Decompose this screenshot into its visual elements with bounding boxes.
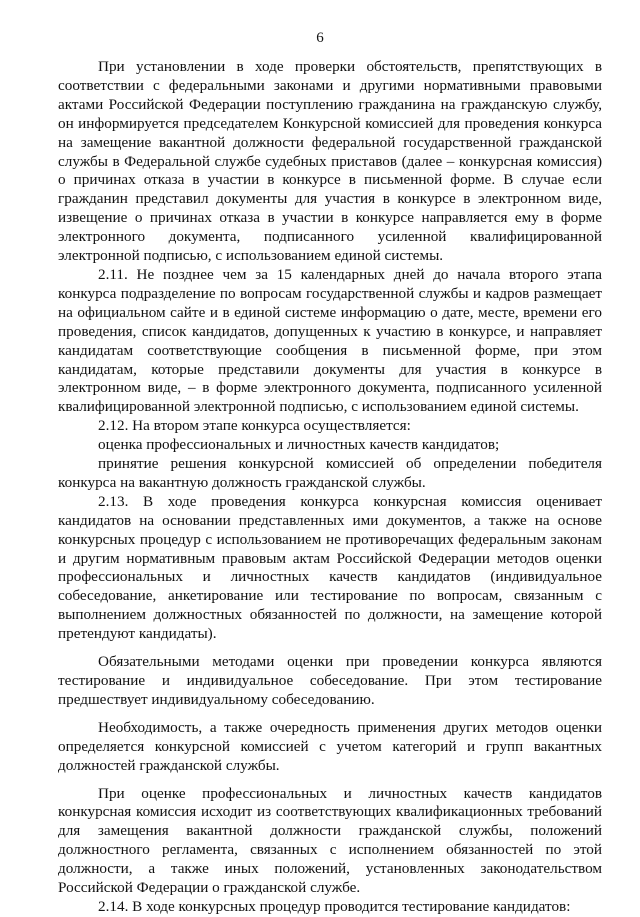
paragraph-qualification-requirements: При оценке профессиональных и личностных качеств кандидатов конкурсная комиссия исходит из соответствующих квалификационных требований для замещения вакантной должности гражданской службы, положений должностного регламента, связанных с исполнением обязанностей по этой должности, а также иных положений, установленных законодательством Российской Федерации о гражданской службе. [58,784,602,897]
page-number: 6 [316,30,324,46]
document-body [58,58,602,917]
paragraph-2-13: 2.13. В ходе проведения конкурса конкурсная комиссия оценивает кандидатов на основании представленных ими документов, а также на основе конкурсных процедур с использованием не противоречащих федеральным законам и другим нормативным правовым актам Российской Федерации методов оценки профессиональных и личностных качеств кандидатов (индивидуальное собеседование, анкетирование или тестирование по вопросам, связанным с выполнением должностных обязанностей по должности, на замещение которой претендуют кандидаты). [58,492,602,643]
paragraph-refusal-notice: При установлении в ходе проверки обстоятельств, препятствующих в соответствии с федеральными законами и другими нормативными правовыми актами Российской Федерации поступлению гражданина на гражданскую службу, он информируется председателем Конкурсной комиссией для проведения конкурса на замещение вакантной должности федеральной государственной гражданской службы в Федеральной службе судебных приставов (далее – конкурсная комиссия) о причинах отказа в участии в конкурсе в письменной форме. В случае если гражданин представил документы для участия в конкурсе в электронном виде, извещение о причинах отказа в участии в конкурсе направляется ему в форме электронного документа, подписанного усиленной квалифицированной электронной подписью, с использованием единой системы. [58,58,602,265]
paragraph-2-12-item-decision: принятие решения конкурсной комиссией об определении победителя конкурса на вакантную должность гражданской службы. [58,455,602,491]
paragraph-other-methods: Необходимость, а также очередность применения других методов оценки определяется конкурсной комиссией с учетом категорий и групп вакантных должностей гражданской службы. [58,718,602,774]
paragraph-2-12-item-assessment: оценка профессиональных и личностных качеств кандидатов; [98,436,500,454]
paragraph-2-12: 2.12. На втором этапе конкурса осуществляется: [98,417,411,435]
paragraph-mandatory-methods: Обязательными методами оценки при проведении конкурса являются тестирование и индивидуальное собеседование. При этом тестирование предшествует индивидуальному собеседованию. [58,653,602,708]
paragraph-2-11: 2.11. Не позднее чем за 15 календарных дней до начала второго этапа конкурса подразделение по вопросам государственной службы и кадров размещает на официальном сайте и в единой системе информацию о дате, месте, времени его проведения, список кандидатов, допущенных к участию в конкурсе, и направляет кандидатам соответствующие сообщения в письменной форме, при этом кандидатам, которые представили документы для участия в конкурсе в электронном виде, – в форме электронного документа, подписанного усиленной квалифицированной электронной подписью, с использованием единой системы. [58,265,602,416]
paragraph-2-14: 2.14. В ходе конкурсных процедур проводится тестирование кандидатов: [98,897,571,915]
